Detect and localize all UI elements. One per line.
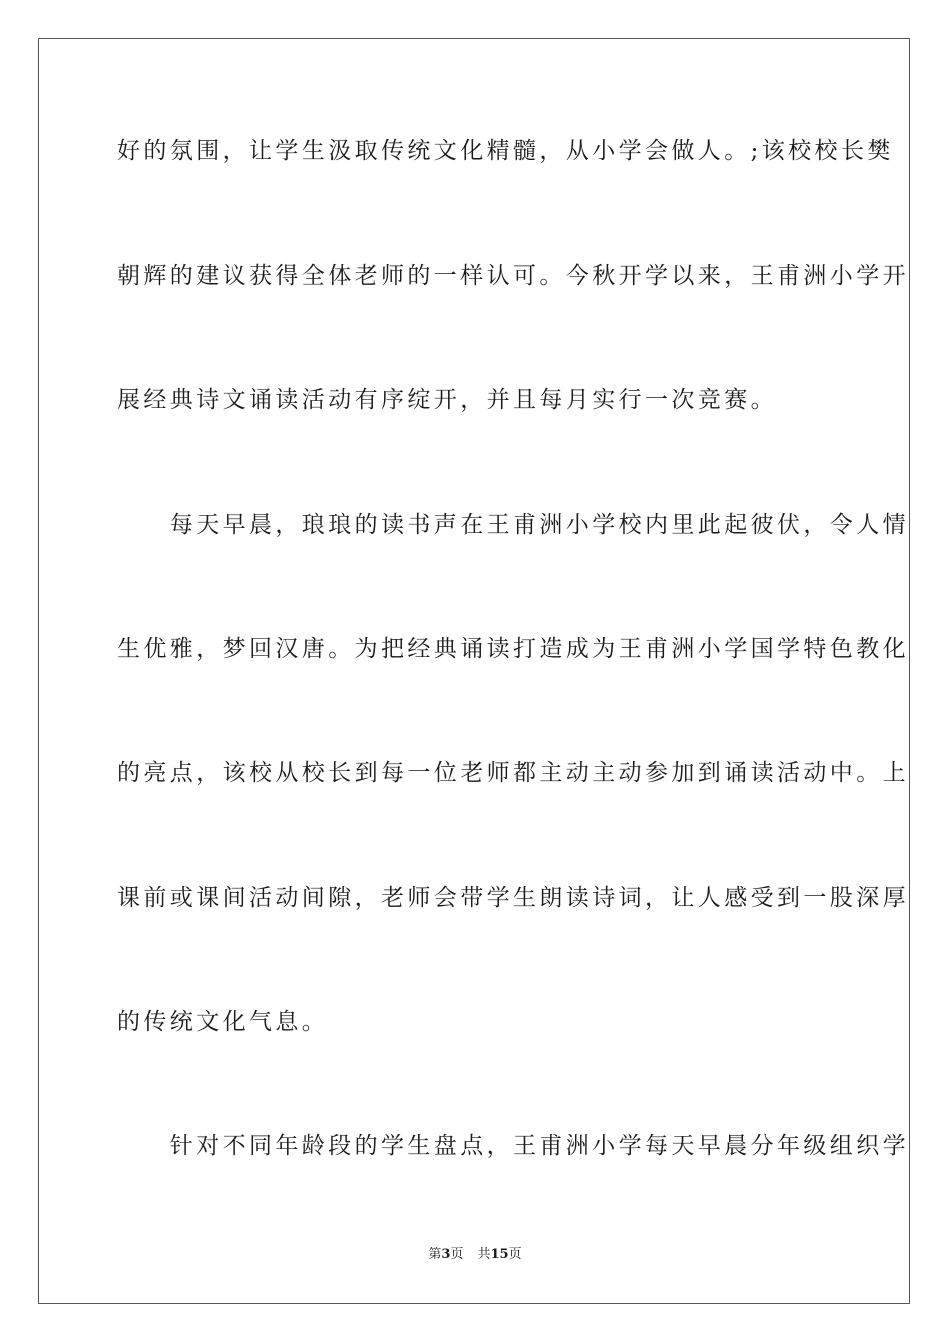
text-line: 生优雅，梦回汉唐。为把经典诵读打造成为王甫洲小学国学特色教化 xyxy=(117,636,909,662)
text-line: 针对不同年龄段的学生盘点，王甫洲小学每天早晨分年级组织学 xyxy=(117,1133,909,1159)
text-line: 课前或课间活动间隙，老师会带学生朗读诗词，让人感受到一股深厚 xyxy=(117,885,909,911)
page-border xyxy=(38,38,910,1304)
text-line: 好的氛围，让学生汲取传统文化精髓，从小学会做人。;该校校长樊 xyxy=(117,138,894,164)
total-pages: 15 xyxy=(490,1247,509,1262)
text-line: 的亮点，该校从校长到每一位老师都主动主动参加到诵读活动中。上 xyxy=(117,760,909,786)
text-line: 的传统文化气息。 xyxy=(117,1009,329,1035)
text-line: 展经典诗文诵读活动有序绽开，并且每月实行一次竞赛。 xyxy=(117,387,777,413)
total-prefix: 共 xyxy=(477,1247,491,1262)
page-footer xyxy=(0,1246,950,1264)
text-line: 每天早晨，琅琅的读书声在王甫洲小学校内里此起彼伏，令人情 xyxy=(117,512,909,538)
page-suffix: 页 xyxy=(450,1247,464,1262)
text-line: 朝辉的建议获得全体老师的一样认可。今秋开学以来，王甫洲小学开 xyxy=(117,263,909,289)
total-suffix: 页 xyxy=(508,1247,522,1262)
page-number: 3 xyxy=(441,1247,451,1262)
page-prefix: 第 xyxy=(428,1247,442,1262)
